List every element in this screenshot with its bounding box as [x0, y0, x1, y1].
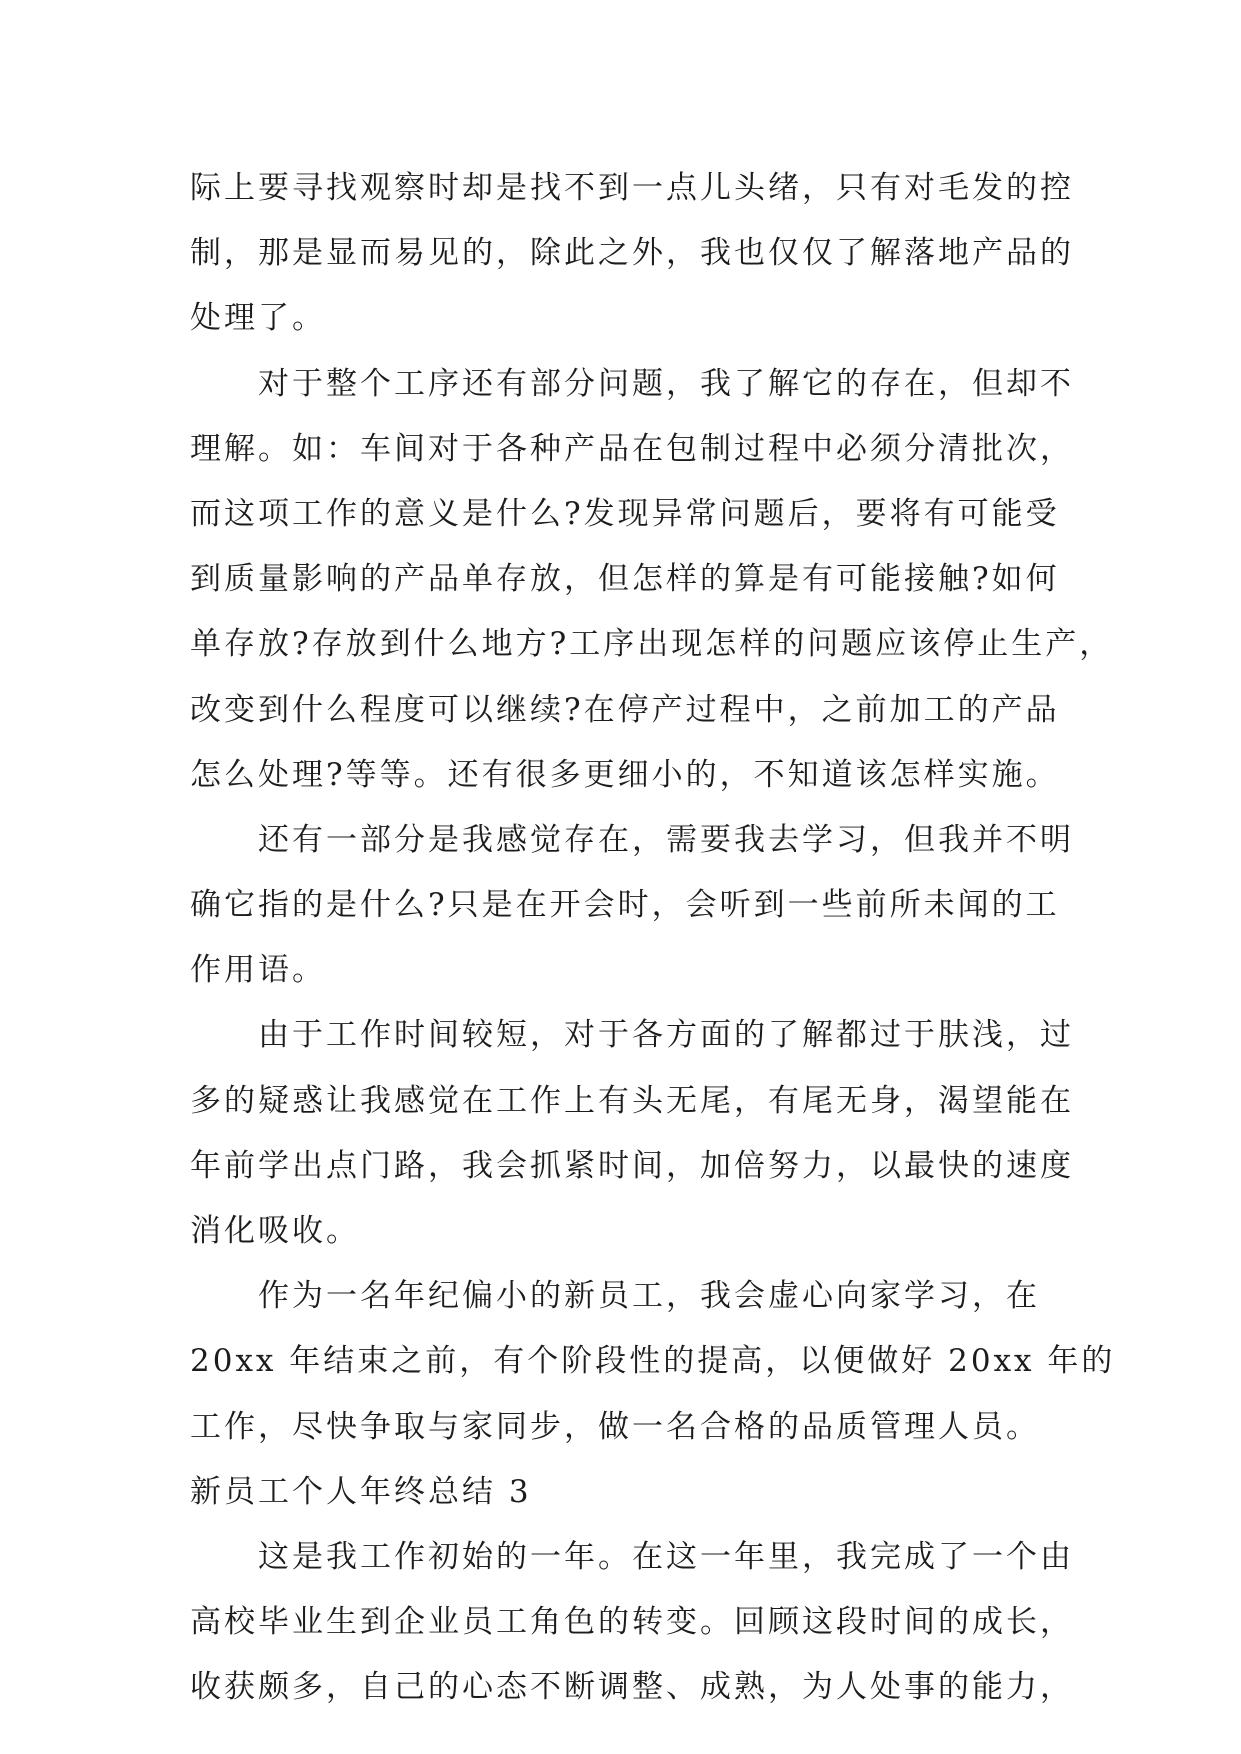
text-line: 作用语。 — [190, 952, 326, 989]
paragraph-first-line: 由于工作时间较短，对于各方面的了解都过于肤浅，过 — [258, 1017, 1074, 1054]
text-line: 确它指的是什么?只是在开会时，会听到一些前所未闻的工 — [190, 887, 1060, 924]
text-line: 际上要寻找观察时却是找不到一点儿头绪，只有对毛发的控 — [190, 170, 1074, 206]
text-line: 到质量影响的产品单存放，但怎样的算是有可能接触?如何 — [190, 561, 1060, 598]
paragraph-first-line: 对于整个工序还有部分问题，我了解它的存在，但却不 — [258, 365, 1074, 402]
text-line: 理解。如：车间对于各种产品在包制过程中必须分清批次， — [190, 430, 1074, 467]
text-line: 怎么处理?等等。还有很多更细小的，不知道该怎样实施。 — [190, 756, 1060, 793]
text-line: 改变到什么程度可以继续?在停产过程中，之前加工的产品 — [190, 691, 1060, 728]
text-line: 工作，尽快争取与家同步，做一名合格的品质管理人员。 — [190, 1408, 1040, 1445]
section-heading: 新员工个人年终总结 3 — [190, 1473, 532, 1510]
text-line: 20xx 年结束之前，有个阶段性的提高，以便做好 20xx 年的 — [190, 1343, 1116, 1380]
text-line: 消化吸收。 — [190, 1213, 360, 1249]
paragraph-first-line: 作为一名年纪偏小的新员工，我会虚心向家学习，在 — [258, 1278, 1040, 1315]
text-line: 多的疑惑让我感觉在工作上有头无尾，有尾无身，渴望能在 — [190, 1082, 1074, 1119]
document-body — [190, 156, 1116, 1721]
text-line: 处理了。 — [190, 300, 326, 337]
text-line: 单存放?存放到什么地方?工序出现怎样的问题应该停止生产， — [190, 626, 1114, 663]
text-line: 制，那是显而易见的，除此之外，我也仅仅了解落地产品的 — [190, 235, 1074, 272]
text-line: 年前学出点门路，我会抓紧时间，加倍努力，以最快的速度 — [190, 1147, 1074, 1184]
paragraph-first-line: 这是我工作初始的一年。在这一年里，我完成了一个由 — [258, 1538, 1074, 1575]
text-line: 而这项工作的意义是什么?发现异常问题后，要将有可能受 — [190, 495, 1060, 532]
text-line: 高校毕业生到企业员工角色的转变。回顾这段时间的成长， — [190, 1604, 1074, 1641]
paragraph-first-line: 还有一部分是我感觉存在，需要我去学习，但我并不明 — [258, 821, 1074, 858]
text-line: 收获颇多，自己的心态不断调整、成熟，为人处事的能力， — [190, 1669, 1074, 1706]
